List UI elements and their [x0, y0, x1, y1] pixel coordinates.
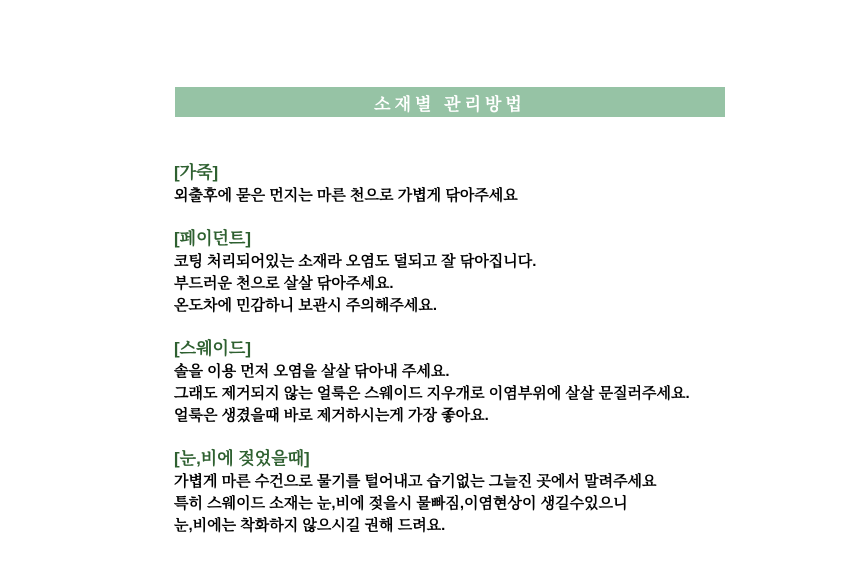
section-text-line: 얼룩은 생겼을때 바로 제거하시는게 가장 좋아요. [174, 407, 489, 424]
section-text-line: 눈,비에는 착화하지 않으시길 권해 드려요. [174, 517, 446, 534]
section-heading: [가죽] [174, 163, 219, 182]
page-title: 소재별 관리방법 [374, 94, 526, 114]
care-section [174, 337, 740, 427]
care-section [174, 161, 740, 207]
care-section [174, 447, 740, 537]
section-text-line: 외출후에 묻은 먼지는 마른 천으로 가볍게 닦아주세요 [174, 187, 518, 204]
section-heading: [눈,비에 젖었을때] [174, 449, 310, 468]
section-heading: [스웨이드] [174, 339, 252, 358]
section-text-line: 그래도 제거되지 않는 얼룩은 스웨이드 지우개로 이염부위에 살살 문질러주세요. [174, 385, 690, 402]
section-text-line: 부드러운 천으로 살살 닦아주세요. [174, 275, 394, 292]
section-heading: [페이던트] [174, 229, 252, 248]
section-text-line: 솔을 이용 먼저 오염을 살살 닦아내 주세요. [174, 363, 450, 380]
section-text-line: 특히 스웨이드 소재는 눈,비에 젖을시 물빠짐,이염현상이 생길수있으니 [174, 495, 628, 512]
care-sections-container [174, 161, 740, 557]
care-section [174, 227, 740, 317]
title-banner [175, 87, 725, 117]
section-text-line: 코팅 처리되어있는 소재라 오염도 덜되고 잘 닦아집니다. [174, 253, 537, 270]
section-text-line: 온도차에 민감하니 보관시 주의해주세요. [174, 297, 438, 314]
section-text-line: 가볍게 마른 수건으로 물기를 털어내고 습기없는 그늘진 곳에서 말려주세요 [174, 473, 657, 490]
